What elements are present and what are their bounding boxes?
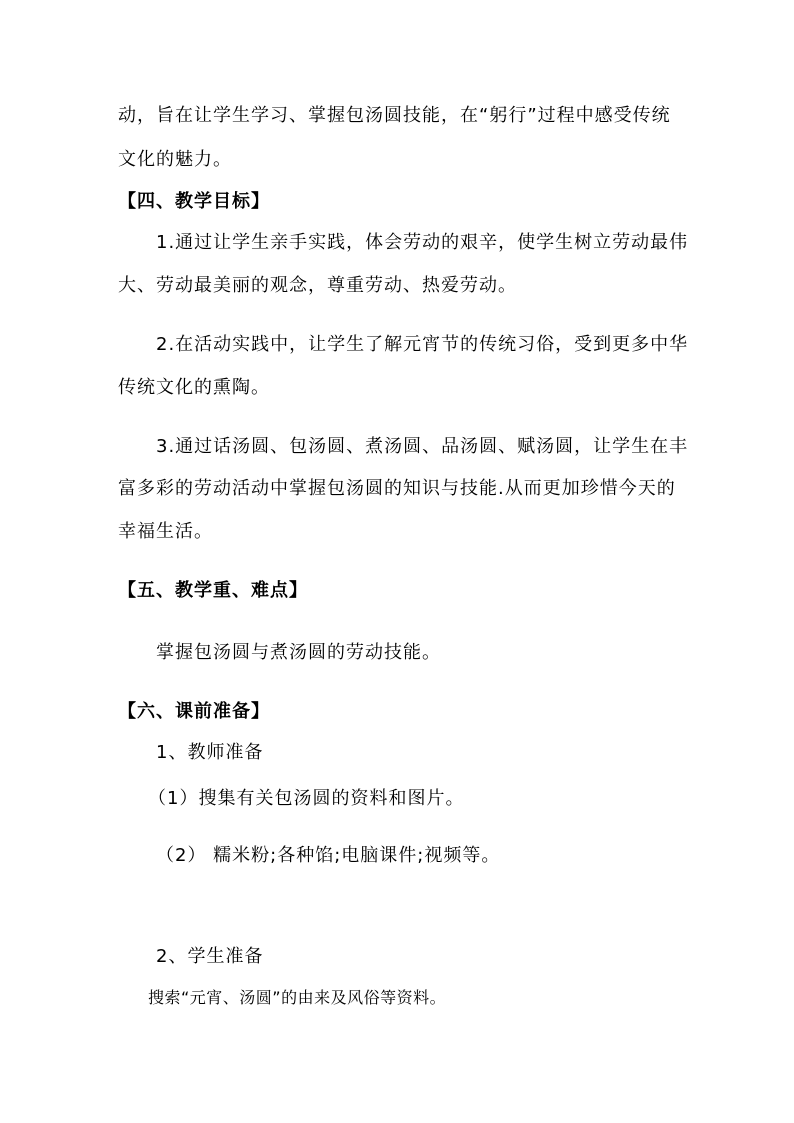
student-prep-text: 搜索“元宵、汤圆”的由来及风俗等资料。 <box>148 988 447 1007</box>
teacher-prep-item-2: （2） 糯米粉;各种馅;电脑课件;视频等。 <box>156 845 501 866</box>
section-4-heading: 【四、教学目标】 <box>118 191 270 212</box>
objective-3-line-3: 幸福生活。 <box>118 521 213 542</box>
objective-3-line-1: 3.通过话汤圆、包汤圆、煮汤圆、品汤圆、赋汤圆，让学生在丰 <box>156 436 689 457</box>
section-5-heading: 【五、教学重、难点】 <box>118 580 308 601</box>
intro-line-1: 动，旨在让学生学习、掌握包汤圆技能，在“躬行”过程中感受传统 <box>118 105 671 126</box>
key-point-text: 掌握包汤圆与煮汤圆的劳动技能。 <box>156 642 441 663</box>
objective-1-line-2: 大、劳动最美丽的观念，尊重劳动、热爱劳动。 <box>118 275 517 296</box>
intro-line-2: 文化的魅力。 <box>118 149 232 170</box>
student-prep-heading: 2、学生准备 <box>156 946 264 967</box>
teacher-prep-item-1: （1）搜集有关包汤圆的资料和图片。 <box>148 788 465 809</box>
teacher-prep-heading: 1、教师准备 <box>156 742 264 763</box>
section-6-heading: 【六、课前准备】 <box>118 701 270 722</box>
objective-1-line-1: 1.通过让学生亲手实践，体会劳动的艰辛，使学生树立劳动最伟 <box>156 232 689 253</box>
objective-2-line-2: 传统文化的熏陶。 <box>118 377 270 398</box>
objective-3-line-2: 富多彩的劳动活动中掌握包汤圆的知识与技能.从而更加珍惜今天的 <box>118 478 676 499</box>
objective-2-line-1: 2.在活动实践中，让学生了解元宵节的传统习俗，受到更多中华 <box>156 334 689 355</box>
